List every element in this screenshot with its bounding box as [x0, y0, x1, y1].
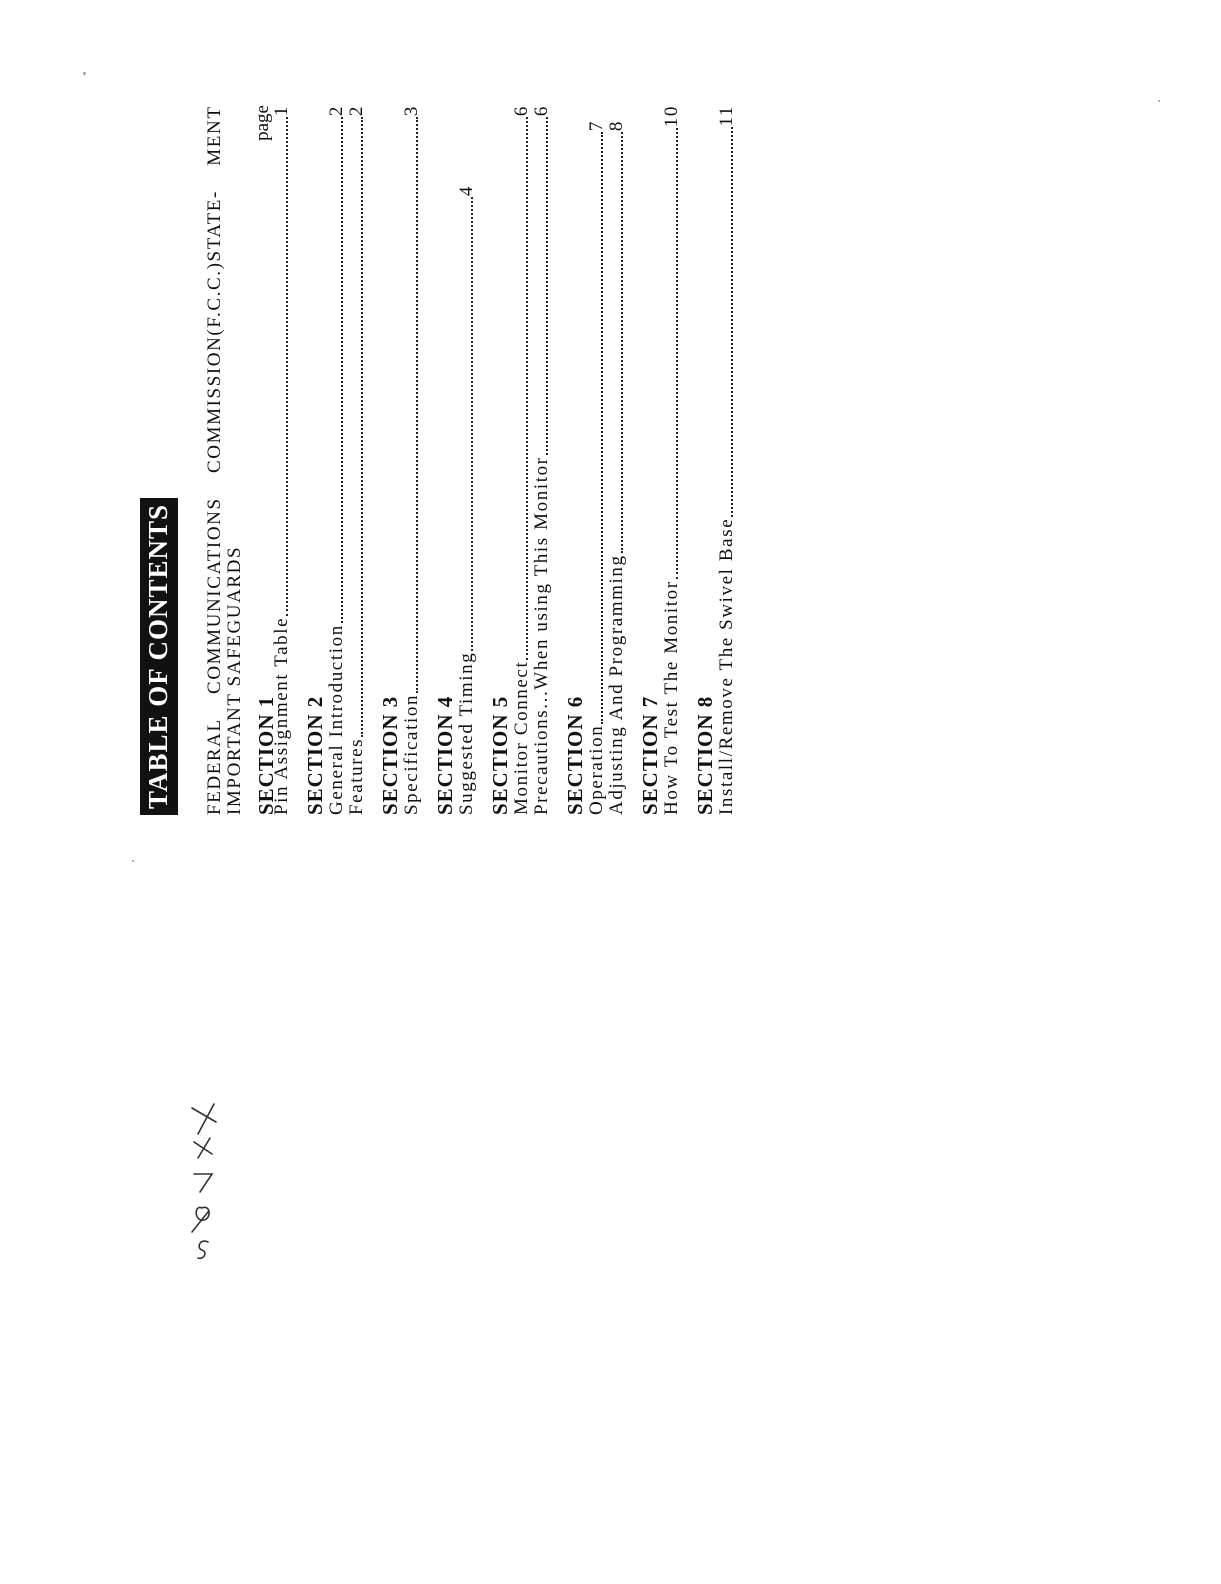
- page-title: TABLE OF CONTENTS: [140, 498, 178, 815]
- entry-page: 3: [401, 105, 422, 117]
- entry-page: 8: [606, 120, 627, 132]
- dot-leader: [731, 128, 733, 517]
- dot-leader: [361, 117, 363, 737]
- toc-entry: [717, 105, 737, 815]
- scan-speck: [83, 72, 86, 75]
- toc-entry: [662, 105, 682, 815]
- dot-leader: [341, 117, 343, 623]
- entry-page: 6: [511, 105, 532, 117]
- dot-leader: [676, 128, 678, 579]
- section-heading: SECTION 3: [378, 695, 402, 815]
- section-heading: SECTION 8: [693, 695, 717, 815]
- toc-entry: [347, 105, 367, 815]
- dot-leader: [621, 132, 623, 553]
- entry-label: General Introduction: [326, 624, 347, 815]
- entry-label: Suggested Timing: [456, 651, 477, 815]
- important-safeguards-entry: IMPORTANT SAFEGUARDS: [224, 545, 245, 815]
- page-column-header: page: [252, 105, 273, 141]
- fcc-statement-entry: [205, 105, 225, 815]
- section-heading: SECTION 1: [254, 695, 278, 815]
- title-row: [140, 105, 180, 815]
- dot-leader: [601, 132, 603, 724]
- entry-label: Pin Assignment Table: [271, 616, 292, 815]
- fcc-word-3: COMMISSION(F.C.C.)STATE-: [204, 190, 225, 473]
- dot-leader: [546, 117, 548, 455]
- entry-label: Specification: [401, 693, 422, 815]
- fcc-word-2: COMMUNICATIONS: [204, 497, 225, 694]
- entry-label: How To Test The Monitor: [661, 580, 682, 815]
- entry-page: 2: [326, 105, 347, 117]
- section-heading: SECTION 4: [433, 695, 457, 815]
- section-heading: SECTION 6: [563, 695, 587, 815]
- toc-entry: [607, 105, 627, 815]
- scan-speck: [1158, 100, 1160, 102]
- entry-page: 10: [661, 105, 682, 128]
- dot-leader: [416, 117, 418, 693]
- entry-label: Operation: [586, 724, 607, 815]
- dot-leader: [526, 117, 528, 660]
- toc-entry: [532, 105, 552, 815]
- toc-entry: [587, 105, 607, 815]
- entry-page: 4: [456, 185, 477, 197]
- dot-leader: [471, 197, 473, 651]
- scan-speck: [132, 860, 134, 862]
- toc-entry: [512, 105, 532, 815]
- entry-page: 6: [531, 105, 552, 117]
- entry-page: 2: [346, 105, 367, 117]
- toc-entry: [402, 105, 422, 815]
- entry-label: Precautions...When using This Monitor: [531, 456, 552, 815]
- entry-label: Features: [346, 737, 367, 815]
- section-heading: SECTION 7: [638, 695, 662, 815]
- entry-label: Monitor Connect: [511, 660, 532, 815]
- section-heading: SECTION 2: [303, 695, 327, 815]
- table-of-contents: [140, 105, 737, 815]
- toc-entry: [327, 105, 347, 815]
- entry-page: 11: [716, 105, 737, 127]
- fcc-word-1: FEDERAL: [204, 718, 225, 815]
- fcc-word-4: MENT: [204, 105, 225, 166]
- entry-label: Adjusting And Programming: [606, 554, 627, 815]
- dot-leader: [286, 117, 288, 616]
- entry-page: 7: [586, 120, 607, 132]
- entry-page: 1: [271, 105, 292, 117]
- entry-label: Install/Remove The Swivel Base: [716, 517, 737, 815]
- toc-entry: [272, 105, 292, 815]
- toc-entry: [457, 105, 477, 815]
- section-heading: SECTION 5: [488, 695, 512, 815]
- handwritten-note: [172, 1100, 252, 1280]
